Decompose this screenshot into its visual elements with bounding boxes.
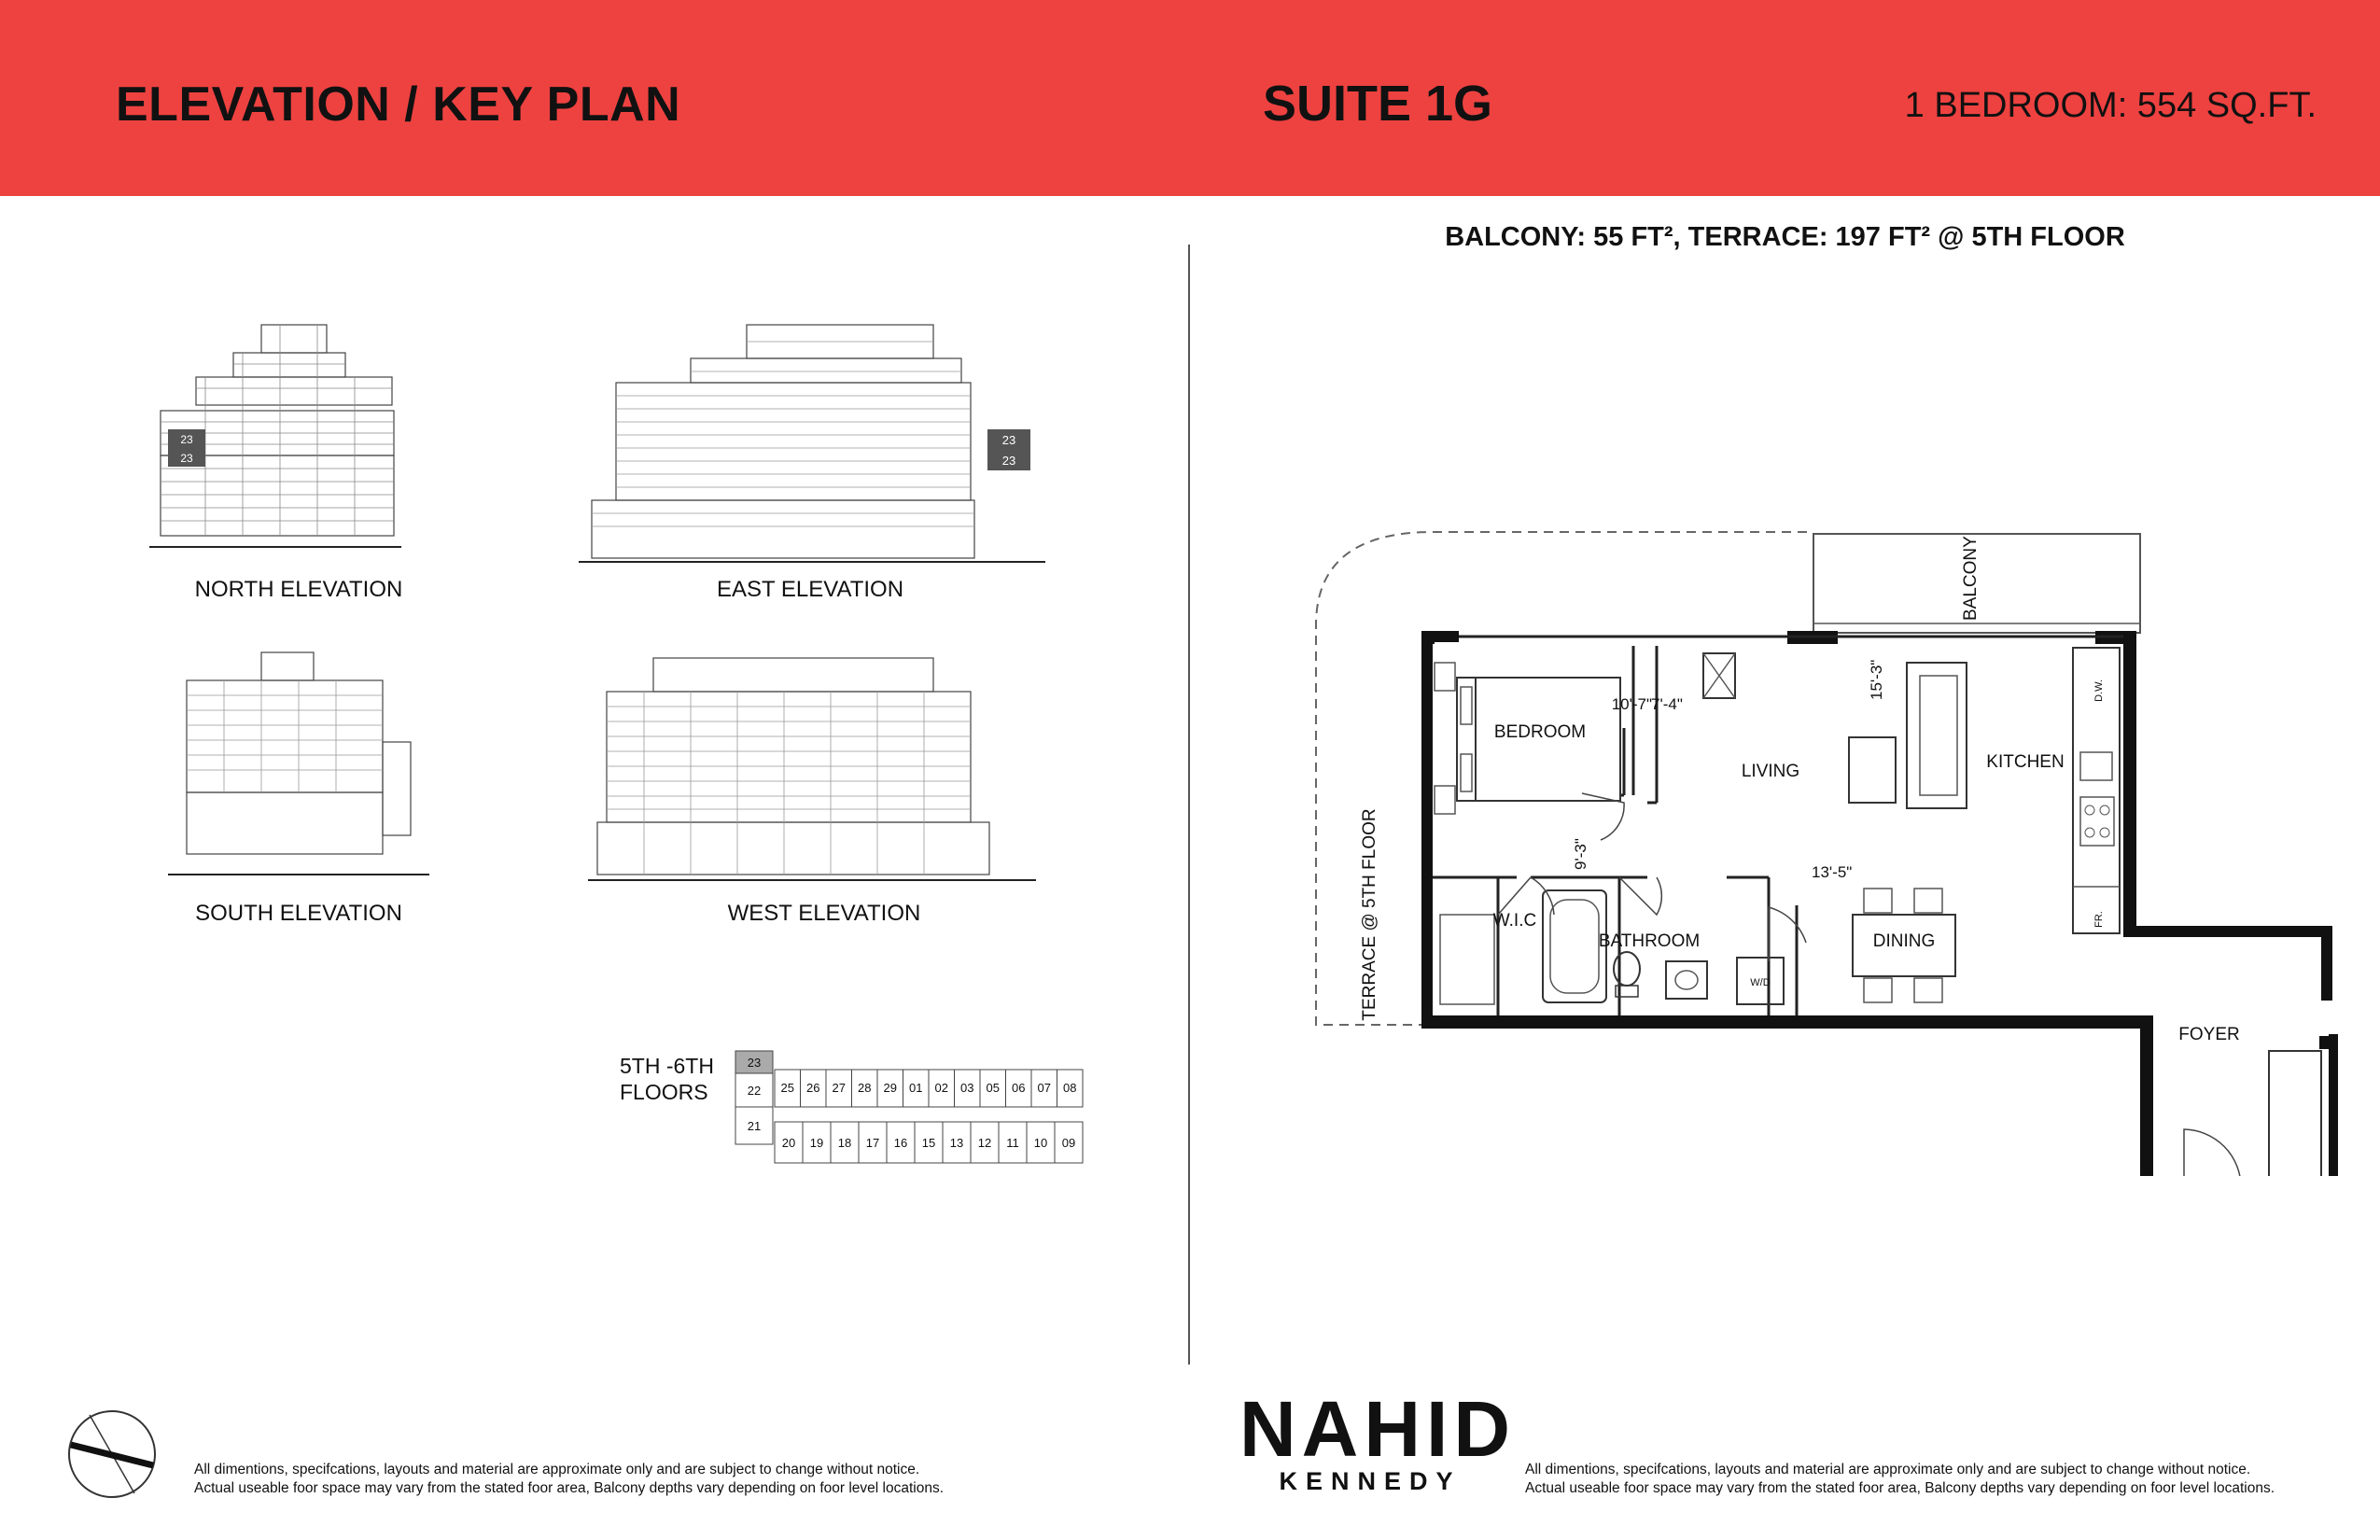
keyplan-unit-label: 16 <box>893 1136 908 1150</box>
disclaimer-right-line2: Actual useable foor space may vary from the stated foor area, Balcony depths vary depending on foor level locations. <box>1525 1480 2275 1496</box>
keyplan-unit-label: 26 <box>806 1081 820 1095</box>
keyplan-unit-label: 01 <box>909 1081 923 1095</box>
east-elevation-drawing <box>579 317 1045 569</box>
keyplan-unit-label: 10 <box>1033 1136 1048 1150</box>
interior-walls <box>1433 637 2123 1015</box>
keyplan-unit-label: 13 <box>949 1136 964 1150</box>
living-label: LIVING <box>1741 762 1800 781</box>
outdoor-area-info: BALCONY: 55 FT², TERRACE: 197 FT² @ 5TH FLOOR <box>1445 222 2125 252</box>
keyplan-unit-label: 11 <box>1006 1136 1019 1150</box>
vertical-divider <box>1188 245 1190 1365</box>
disclaimer-left-line2: Actual useable foor space may vary from the stated foor area, Balcony depths vary depending on foor level locations. <box>194 1480 945 1496</box>
west-elevation-label: WEST ELEVATION <box>727 901 921 926</box>
keyplan-unit-label: 28 <box>858 1081 872 1095</box>
header-banner <box>0 0 2380 196</box>
east-suite-tag-lower: 23 <box>1001 454 1016 468</box>
keyplan-unit-label: 18 <box>837 1136 852 1150</box>
page-title: ELEVATION / KEY PLAN <box>116 77 681 132</box>
wic-label: W.I.C <box>1492 911 1537 931</box>
keyplan-unit-label: 15 <box>921 1136 936 1150</box>
toilet <box>1614 952 1640 986</box>
keyplan-unit-label: 29 <box>883 1081 897 1095</box>
kitchen-sink <box>2080 752 2112 780</box>
keyplan-unit-label: 19 <box>809 1136 824 1150</box>
keyplan-label-line2: FLOORS <box>620 1080 708 1104</box>
keyplan-unit-label: 25 <box>780 1081 794 1095</box>
west-elevation-drawing <box>588 649 1045 891</box>
dining-width-dim: 13'-5" <box>1812 863 1853 881</box>
keyplan-unit-label: 02 <box>934 1081 948 1095</box>
vanity-sink <box>1666 961 1707 999</box>
keyplan-unit-label: 17 <box>865 1136 880 1150</box>
north-elevation-drawing <box>149 317 420 551</box>
bedroom-width-dim: 10'-7" <box>1611 695 1652 713</box>
bedroom-label: BEDROOM <box>1493 722 1587 742</box>
foyer-closet <box>2269 1051 2321 1176</box>
cooktop <box>2080 797 2114 846</box>
keyplan-unit-label: 09 <box>1061 1136 1076 1150</box>
living-depth-dim: 15'-3" <box>1868 659 1885 700</box>
suite-info: 1 BEDROOM: 554 SQ.FT. <box>1904 86 2317 125</box>
washer-dryer-label: W/D <box>1750 977 1771 988</box>
keyplan-unit-label: 20 <box>781 1136 796 1150</box>
keyplan-unit-label: 05 <box>986 1081 1000 1095</box>
keyplan-unit-label: 12 <box>977 1136 992 1150</box>
brand-logo: NAHID <box>1239 1385 1516 1473</box>
coffee-table <box>1849 737 1896 803</box>
north-suite-tag-lower: 23 <box>180 452 193 465</box>
south-elevation-drawing <box>168 649 439 882</box>
dining-label: DINING <box>1872 931 1936 951</box>
keyplan-unit-label: 03 <box>960 1081 974 1095</box>
keyplan-floors-label <box>620 1053 714 1105</box>
south-elevation-label: SOUTH ELEVATION <box>195 901 402 926</box>
brand-logo-subtitle: KENNEDY <box>1279 1467 1462 1495</box>
keyplan-drawing <box>732 1047 1133 1170</box>
bathroom-label: BATHROOM <box>1598 931 1701 951</box>
suite-title: SUITE 1G <box>1263 76 1493 132</box>
keyplan-unit-label: 07 <box>1037 1081 1051 1095</box>
north-compass-icon <box>65 1407 159 1501</box>
east-elevation-label: EAST ELEVATION <box>716 577 904 602</box>
terrace-outline <box>1316 532 1811 1025</box>
disclaimer-left <box>194 1461 1034 1498</box>
east-suite-tag-upper: 23 <box>1001 433 1016 447</box>
keyplan-unit-label: 06 <box>1012 1081 1026 1095</box>
disclaimer-right <box>1525 1461 2365 1498</box>
keyplan-unit-label: 08 <box>1063 1081 1077 1095</box>
exterior-walls <box>1421 631 2338 1176</box>
disclaimer-right-line1: All dimentions, specifcations, layouts and material are approximate only and are subject to change without notice. <box>1525 1462 2251 1477</box>
keyplan-unit-label: 27 <box>832 1081 846 1095</box>
foyer-label: FOYER <box>2178 1025 2240 1044</box>
keyplan-unit-label: 21 <box>747 1119 762 1133</box>
fridge-label: FR. <box>2093 911 2105 928</box>
bedroom-depth-dim: 9'-3" <box>1572 838 1589 870</box>
terrace-label: TERRACE @ 5TH FLOOR <box>1360 808 1379 1021</box>
disclaimer-left-line1: All dimentions, specifcations, layouts and material are approximate only and are subject to change without notice. <box>194 1462 920 1477</box>
balcony-label: BALCONY <box>1961 536 1981 621</box>
north-suite-tag-upper: 23 <box>180 433 193 446</box>
suite-floorplan <box>1302 523 2338 1176</box>
dishwasher-label: D.W. <box>2093 679 2105 702</box>
wic-closet <box>1440 915 1494 1004</box>
north-elevation-label: NORTH ELEVATION <box>194 577 403 602</box>
keyplan-unit-label: 22 <box>747 1084 762 1098</box>
keyplan-label-line1: 5TH -6TH <box>620 1054 714 1078</box>
kitchen-label: KITCHEN <box>1986 752 2065 772</box>
living-width-dim: 7'-4" <box>1651 695 1683 713</box>
keyplan-unit-label: 23 <box>747 1056 762 1070</box>
